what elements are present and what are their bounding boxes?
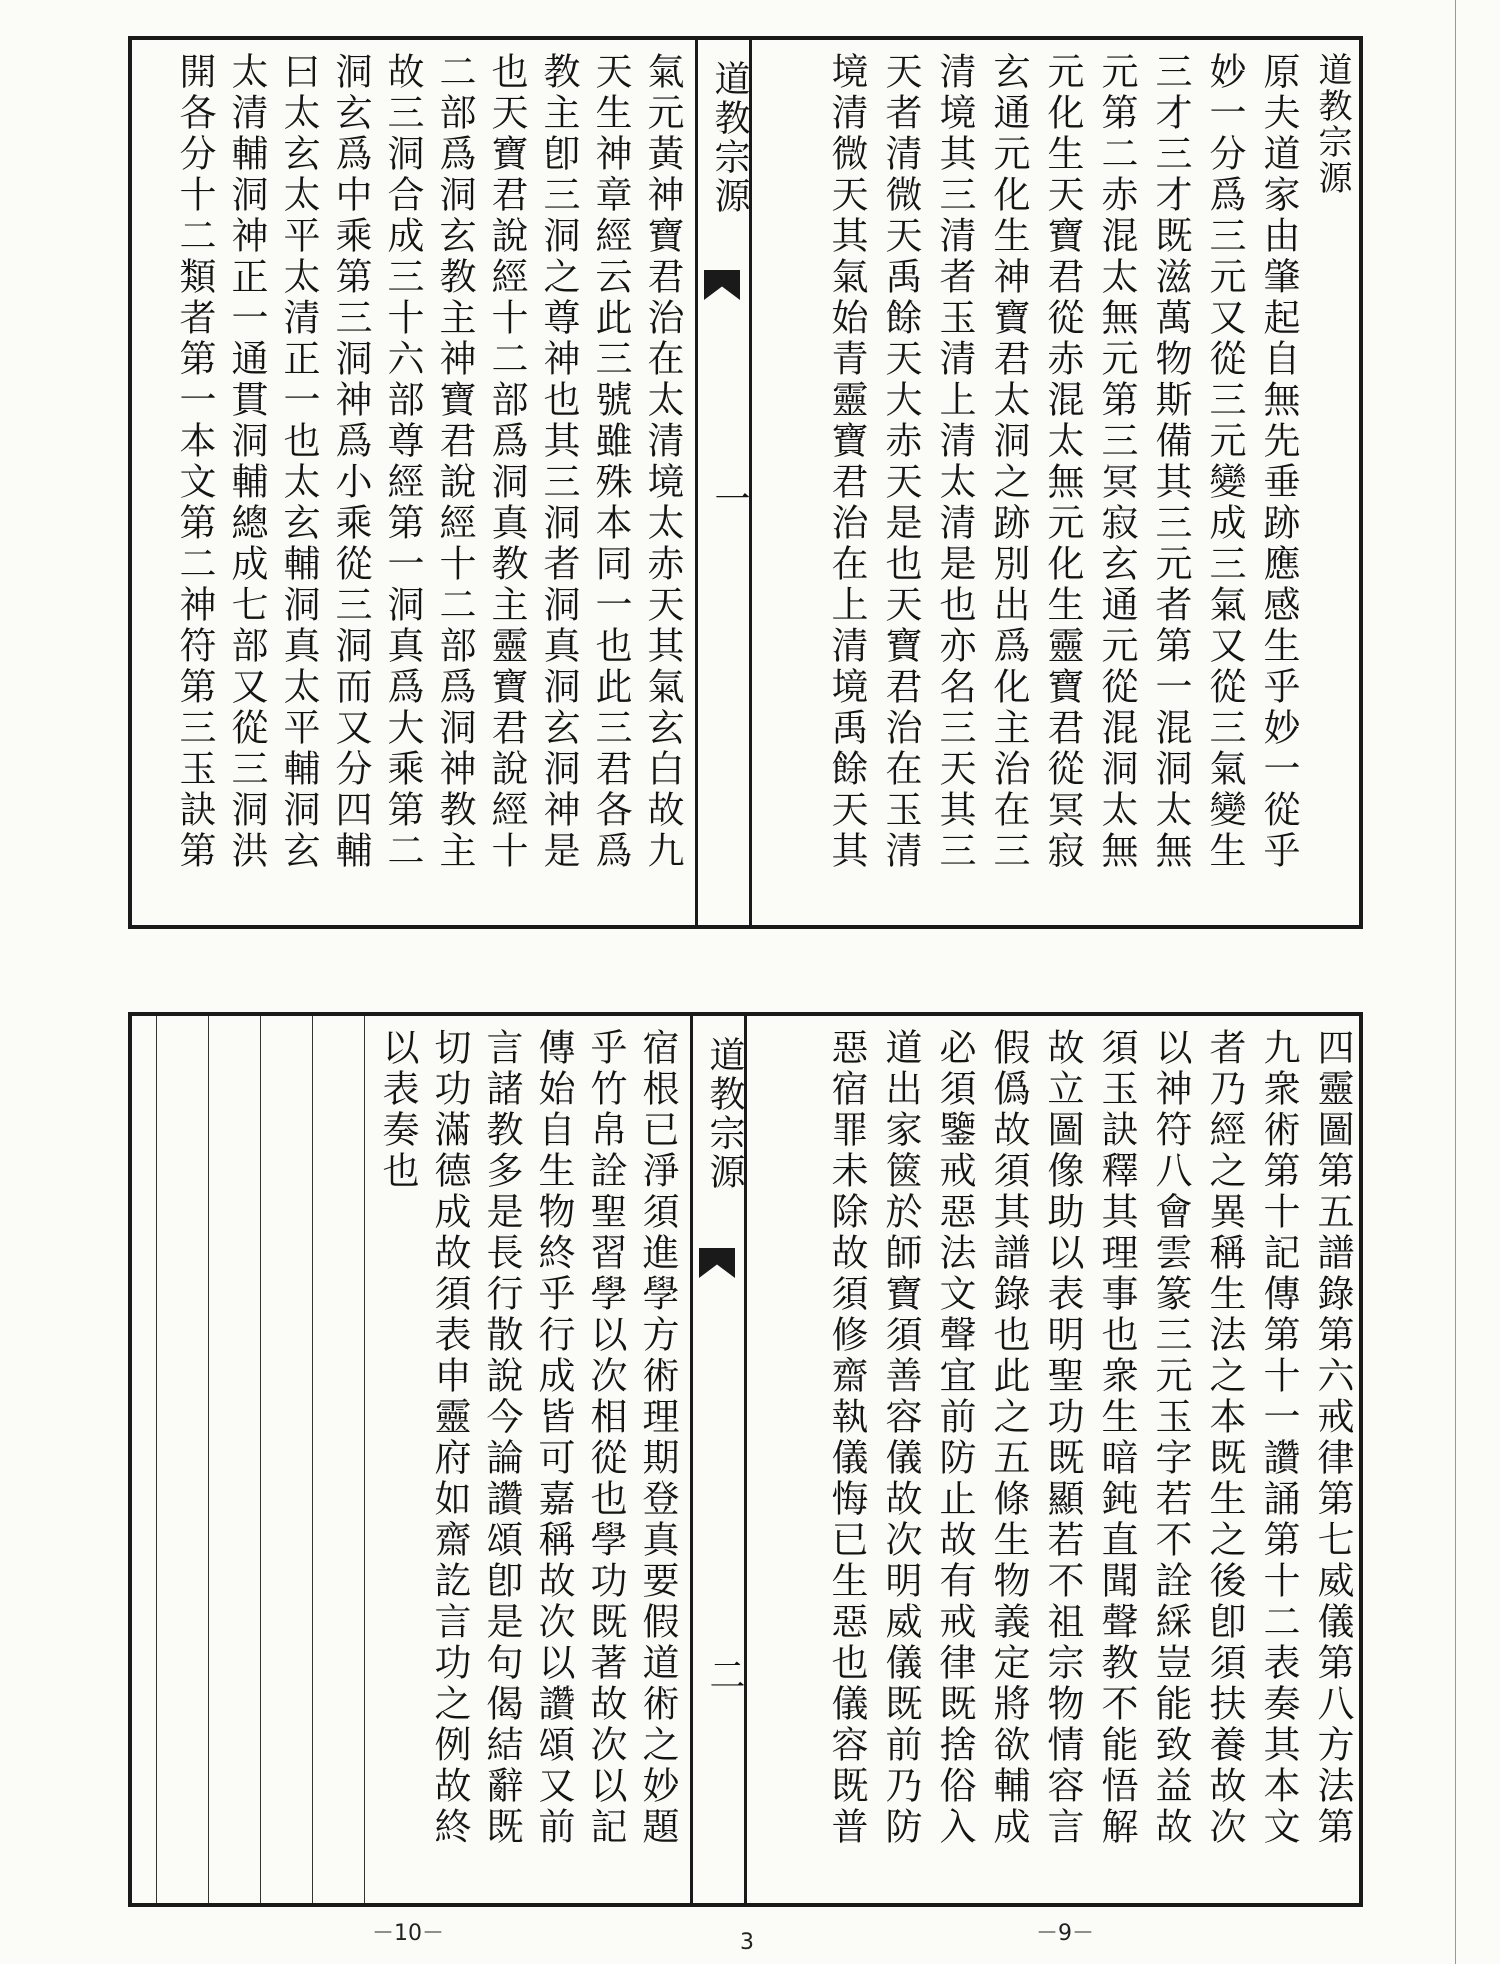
bottom-col-5: 須玉訣釋其理事也衆生暗鈍直聞聲教不能悟解 — [1095, 1028, 1138, 1848]
bottom-page-frame — [128, 1012, 1363, 1907]
bottom-col-1: 四靈圖第五譜錄第六戒律第七威儀第八方法第 — [1311, 1028, 1354, 1848]
top-col-6: 元化生天寶君從赤混太無元化生靈寶君從冥寂 — [1041, 52, 1084, 872]
top-col-9: 天者清微天禹餘天大赤天是也天寶君治在玉清 — [879, 52, 922, 872]
fishtail-mark — [704, 270, 740, 300]
bottom-leaf-number: 二 — [704, 1656, 745, 1695]
bottom-col-7: 假僞故須其譜錄也此之五條生物義定將欲輔成 — [987, 1028, 1030, 1848]
top-col-20: 開各分十二類者第一本文第二神符第三玉訣第 — [173, 52, 216, 872]
bottom-col-3: 者乃經之異稱生法之本既生之後卽須扶養故次 — [1203, 1028, 1246, 1848]
top-col-11: 氣元黃神寶君治在太清境太赤天其氣玄白故九 — [641, 52, 684, 872]
bottom-col-6: 故立圖像助以表明聖功既顯若不祖宗物情容言 — [1041, 1028, 1084, 1848]
top-col-13: 教主卽三洞之尊神也其三洞者洞真洞玄洞神是 — [537, 52, 580, 872]
bottom-col-16: 以表奏也 — [376, 1028, 419, 1192]
top-col-4: 三才三才既滋萬物斯備其三元者第一混洞太無 — [1149, 52, 1192, 872]
top-col-1: 道教宗源 — [1312, 52, 1352, 196]
bottom-col-10: 惡宿罪未除故須修齋執儀悔已生惡也儀容既普 — [825, 1028, 868, 1848]
bottom-col-9: 道出家篋於師寶須善容儀故次明威儀既前乃防 — [879, 1028, 922, 1848]
bottom-col-2: 九衆術第十記傳第十一讚誦第十二表奏其本文 — [1257, 1028, 1300, 1848]
top-page-frame — [128, 36, 1363, 929]
bottom-center-rule-left — [690, 1016, 693, 1903]
empty-column-rule — [208, 1016, 209, 1903]
bottom-col-11: 宿根已淨須進學方術理期登真要假道術之妙題 — [636, 1028, 679, 1848]
bottom-col-8: 必須鑒戒惡法文聲宜前防止故有戒律既捨俗入 — [933, 1028, 976, 1848]
page-number-left: －10－ — [372, 1921, 444, 1946]
top-col-12: 天生神章經云此三號雖殊本同一也此三君各爲 — [589, 52, 632, 872]
top-leaf-number: 一 — [709, 480, 750, 519]
top-col-10: 境清微天其氣始青靈寶君治在上清境禹餘天其 — [825, 52, 868, 872]
top-col-19: 太清輔洞神正一通貫洞輔總成七部又從三洞洪 — [225, 52, 268, 872]
bottom-col-14: 言諸教多是長行散說今論讚頌卽是句偈結辭既 — [480, 1028, 523, 1848]
fishtail-mark — [699, 1248, 735, 1278]
top-col-8: 清境其三清者玉清上清太清是也亦名三天其三 — [933, 52, 976, 872]
empty-column-rule — [364, 1016, 365, 1903]
empty-column-rule — [260, 1016, 261, 1903]
top-center-rule-left — [695, 40, 698, 925]
bottom-col-15: 切功滿德成故須表申靈府如齋訖言功之例故終 — [428, 1028, 471, 1848]
page-number-right: －9－ — [1036, 1921, 1094, 1946]
bottom-center-title: 道教宗源 — [704, 1036, 745, 1192]
empty-column-rule — [156, 1016, 157, 1903]
bottom-col-12: 乎竹帛詮聖習學以次相從也學功既著故次以記 — [584, 1028, 627, 1848]
top-col-14: 也天寶君說經十二部爲洞真教主靈寶君說經十 — [485, 52, 528, 872]
top-col-15: 二部爲洞玄教主神寶君說經十二部爲洞神教主 — [433, 52, 476, 872]
top-col-5: 元第二赤混太無元第三冥寂玄通元從混洞太無 — [1095, 52, 1138, 872]
top-col-7: 玄通元化生神寶君太洞之跡別出爲化主治在三 — [987, 52, 1030, 872]
top-col-17: 洞玄爲中乘第三洞神爲小乘從三洞而又分四輔 — [329, 52, 372, 872]
empty-column-rule — [312, 1016, 313, 1903]
bottom-col-4: 以神符八會雲篆三元玉字若不詮綵豈能致益故 — [1149, 1028, 1192, 1848]
bottom-col-13: 傳始自生物終乎行成皆可嘉稱故次以讚頌又前 — [532, 1028, 575, 1848]
page-number-center: 3 — [740, 1930, 754, 1955]
top-center-title: 道教宗源 — [709, 60, 750, 216]
top-col-3: 妙一分爲三元又從三元變成三氣又從三氣變生 — [1203, 52, 1246, 872]
top-col-2: 原夫道家由肇起自無先垂跡應感生乎妙一從乎 — [1257, 52, 1300, 872]
top-col-16: 故三洞合成三十六部尊經第一洞真爲大乘第二 — [381, 52, 424, 872]
top-col-18: 曰太玄太平太清正一也太玄輔洞真太平輔洞玄 — [277, 52, 320, 872]
scan-edge-line — [1455, 0, 1456, 1964]
